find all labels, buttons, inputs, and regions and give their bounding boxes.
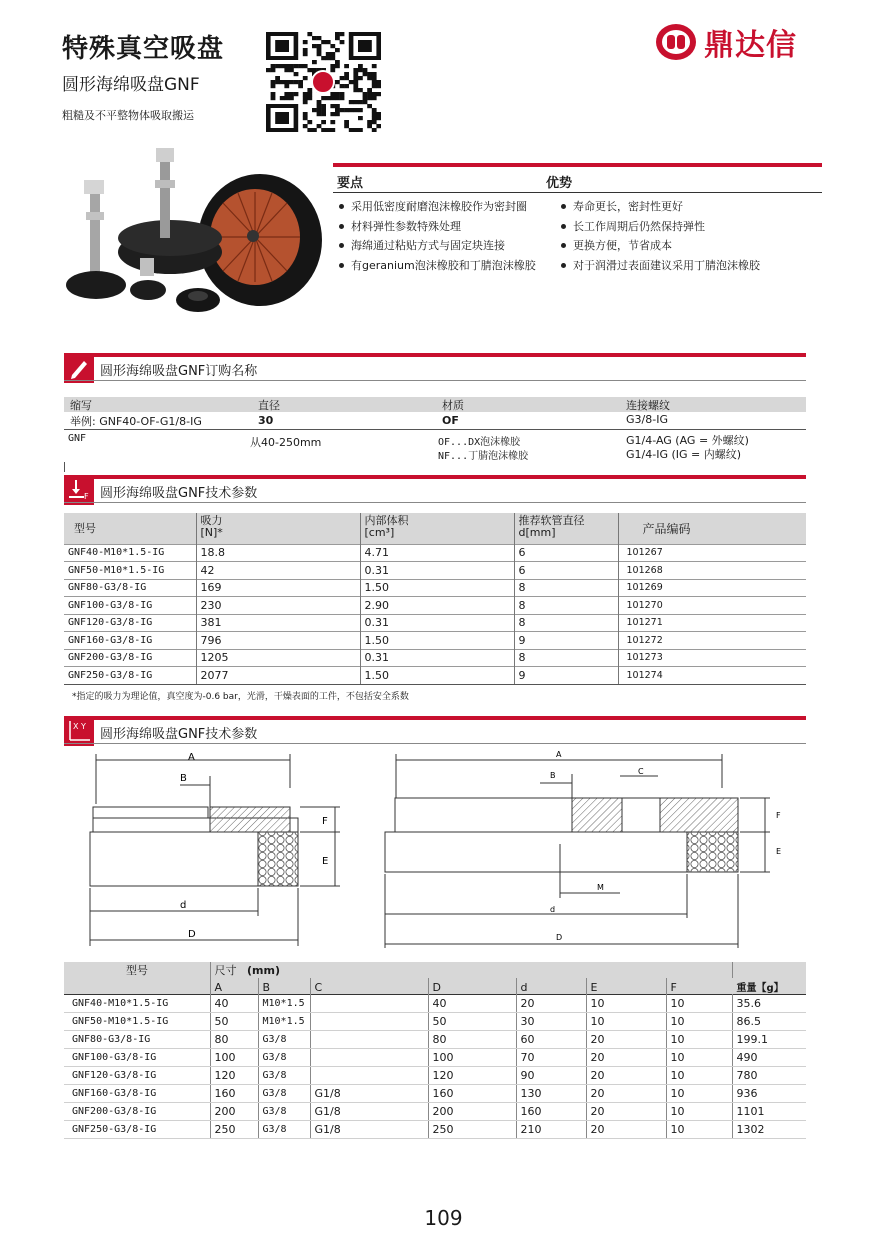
table-cell: 20 [516, 994, 586, 1012]
table-cell: 50 [210, 1012, 258, 1030]
qr-code [266, 32, 381, 132]
table-cell: 1.50 [360, 632, 514, 650]
dim-col-d: d [516, 978, 586, 994]
table-cell: 20 [586, 1066, 666, 1084]
dim-section-title: 圆形海绵吸盘GNF技术参数 [100, 727, 258, 742]
table-cell: 10 [666, 1048, 732, 1066]
table-cell: 80 [210, 1030, 258, 1048]
pencil-icon [64, 353, 94, 383]
feature-item: 海绵通过粘贴方式与固定块连接 [339, 237, 505, 253]
dim-col-size: 尺寸 (mm) [210, 962, 310, 978]
table-cell: 101267 [618, 544, 806, 562]
features-top-bar [333, 163, 822, 167]
dim-col-B: B [258, 978, 310, 994]
page-number: 109 [424, 1206, 463, 1230]
table-row [64, 1084, 806, 1102]
table-cell: 2077 [196, 667, 360, 685]
benefit-item: 对于润滑过表面建议采用丁腈泡沫橡胶 [561, 257, 760, 273]
table-cell: 30 [516, 1012, 586, 1030]
force-icon [64, 475, 94, 505]
order-material-2: NF...丁腈泡沫橡胶 [438, 451, 529, 462]
dim-col-model: 型号 [64, 962, 210, 994]
table-cell: 60 [516, 1030, 586, 1048]
table-cell: 1205 [196, 649, 360, 667]
page-tagline: 粗糙及不平整物体吸取搬运 [62, 109, 194, 122]
table-cell: 8 [514, 614, 618, 632]
table-cell: G1/8 [310, 1120, 428, 1138]
tech-col-force: 吸力 [N]* [196, 513, 360, 544]
table-cell: 8 [514, 579, 618, 597]
feature-item: 有geranium泡沫橡胶和丁腈泡沫橡胶 [339, 257, 536, 273]
order-col-abbr: 缩写 [70, 399, 92, 412]
order-thread-1: G1/4-AG (AG = 外螺纹) [626, 434, 749, 447]
table-row [64, 1066, 806, 1084]
order-header-row [64, 397, 806, 412]
order-example-thread: G3/8-IG [626, 413, 668, 426]
section-divider [64, 502, 806, 503]
feature-item: 采用低密度耐磨泡沫橡胶作为密封圈 [339, 198, 527, 214]
table-cell: 1.50 [360, 667, 514, 685]
order-thread-2: G1/4-IG (IG = 内螺纹) [626, 448, 742, 461]
order-section-title: 圆形海绵吸盘GNF订购名称 [100, 364, 258, 379]
table-cell: G3/8 [258, 1084, 310, 1102]
dim-col-A: A [210, 978, 258, 994]
table-cell: G1/8 [310, 1102, 428, 1120]
table-row [64, 597, 806, 615]
table-cell: 101272 [618, 632, 806, 650]
section-divider [64, 380, 806, 381]
brand-name: 鼎达信 [704, 28, 797, 63]
table-cell: 9 [514, 632, 618, 650]
table-cell: 20 [586, 1120, 666, 1138]
table-cell: 101274 [618, 667, 806, 685]
svg-text:E: E [322, 856, 329, 867]
table-row [64, 579, 806, 597]
svg-text:F: F [776, 811, 781, 820]
table-cell: 40 [428, 994, 516, 1012]
table-cell [310, 1066, 428, 1084]
page-subtitle: 圆形海绵吸盘GNF [62, 75, 200, 95]
table-row [64, 667, 806, 685]
order-abbr: GNF [68, 433, 87, 444]
brand-logo-icon [654, 22, 698, 62]
table-row [64, 1102, 806, 1120]
table-cell: G3/8 [258, 1048, 310, 1066]
table-cell: 8 [514, 649, 618, 667]
table-cell: G1/8 [310, 1084, 428, 1102]
table-cell: 200 [428, 1102, 516, 1120]
table-cell: M10*1.5 [258, 994, 310, 1012]
product-photo [60, 140, 325, 325]
order-col-material: 材质 [442, 399, 464, 412]
svg-text:d: d [550, 905, 556, 914]
dim-col-E: E [586, 978, 666, 994]
svg-text:D: D [556, 933, 563, 942]
svg-text:E: E [776, 847, 782, 856]
table-cell: 796 [196, 632, 360, 650]
order-divider [64, 429, 806, 430]
table-cell: 210 [516, 1120, 586, 1138]
table-cell: 936 [732, 1084, 806, 1102]
dimension-table [64, 962, 806, 1139]
table-cell: 10 [586, 1012, 666, 1030]
table-cell: G3/8 [258, 1066, 310, 1084]
dim-section-header [64, 716, 806, 742]
table-cell: 90 [516, 1066, 586, 1084]
table-cell: 50 [428, 1012, 516, 1030]
table-row [64, 632, 806, 650]
table-cell: GNF200-G3/8-IG [64, 649, 196, 667]
left-drawing [90, 754, 340, 946]
svg-text:F: F [322, 816, 328, 827]
features-divider [333, 192, 822, 193]
table-cell: 490 [732, 1048, 806, 1066]
table-cell: G3/8 [258, 1102, 310, 1120]
benefit-item: 长工作周期后仍然保持弹性 [561, 218, 705, 234]
table-cell: 101268 [618, 562, 806, 580]
table-cell: 0.31 [360, 562, 514, 580]
table-cell [310, 1048, 428, 1066]
table-cell: 1.50 [360, 579, 514, 597]
table-cell [310, 994, 428, 1012]
features-heading: 要点 [337, 176, 364, 191]
svg-text:B: B [180, 773, 187, 784]
benefits-heading: 优势 [546, 176, 573, 191]
table-cell: 381 [196, 614, 360, 632]
table-cell: 8 [514, 597, 618, 615]
table-cell [310, 1030, 428, 1048]
table-cell: GNF100-G3/8-IG [64, 597, 196, 615]
dim-col-weight: 重量【g】 [732, 962, 806, 994]
table-cell: 10 [666, 1102, 732, 1120]
tech-spec-table [64, 513, 806, 685]
table-cell: 20 [586, 1030, 666, 1048]
table-cell: 160 [210, 1084, 258, 1102]
table-row [64, 994, 806, 1012]
table-cell: 160 [516, 1102, 586, 1120]
table-cell: 100 [428, 1048, 516, 1066]
table-cell: 20 [586, 1048, 666, 1066]
table-cell: 2.90 [360, 597, 514, 615]
tech-col-volume: 内部体积 [cm³] [360, 513, 514, 544]
table-cell: 101271 [618, 614, 806, 632]
table-cell: 101269 [618, 579, 806, 597]
table-cell: 200 [210, 1102, 258, 1120]
svg-text:F: F [84, 492, 89, 501]
table-cell: GNF120-G3/8-IG [64, 614, 196, 632]
table-cell: GNF160-G3/8-IG [64, 1084, 210, 1102]
table-cell: 6 [514, 562, 618, 580]
table-cell: GNF200-G3/8-IG [64, 1102, 210, 1120]
table-cell: GNF120-G3/8-IG [64, 1066, 210, 1084]
table-cell: 0.31 [360, 614, 514, 632]
table-cell: GNF250-G3/8-IG [64, 667, 196, 685]
table-row [64, 1120, 806, 1138]
axes-icon [64, 716, 94, 746]
table-cell: 18.8 [196, 544, 360, 562]
tech-section-header [64, 475, 806, 501]
table-cell: 70 [516, 1048, 586, 1066]
table-row [64, 1012, 806, 1030]
right-drawing [385, 754, 770, 948]
order-col-diameter: 直径 [258, 399, 280, 412]
table-cell: 1101 [732, 1102, 806, 1120]
order-material-1: OF...DX泡沫橡胶 [438, 437, 521, 448]
table-cell: 20 [586, 1084, 666, 1102]
order-example-diameter: 30 [258, 414, 274, 427]
svg-text:A: A [188, 752, 195, 763]
table-cell: GNF40-M10*1.5-IG [64, 994, 210, 1012]
table-cell: 86.5 [732, 1012, 806, 1030]
table-cell: 250 [428, 1120, 516, 1138]
benefit-item: 更换方便，节省成本 [561, 237, 672, 253]
svg-text:B: B [550, 771, 556, 780]
table-cell: 80 [428, 1030, 516, 1048]
table-cell: 230 [196, 597, 360, 615]
tech-col-model: 型号 [64, 513, 196, 544]
table-cell: 120 [210, 1066, 258, 1084]
table-cell: 4.71 [360, 544, 514, 562]
svg-text:M: M [597, 883, 604, 892]
table-cell: 1302 [732, 1120, 806, 1138]
tech-footnote: *指定的吸力为理论值，真空度为-0.6 bar，光滑，干燥表面的工件，不包括安全系数 [72, 692, 409, 702]
table-cell: 101273 [618, 649, 806, 667]
table-cell: GNF100-G3/8-IG [64, 1048, 210, 1066]
table-cell: 100 [210, 1048, 258, 1066]
table-cell: GNF80-G3/8-IG [64, 1030, 210, 1048]
table-cell: 160 [428, 1084, 516, 1102]
table-cell: 250 [210, 1120, 258, 1138]
order-col-thread: 连接螺纹 [626, 399, 670, 412]
table-cell: G3/8 [258, 1030, 310, 1048]
table-row [64, 544, 806, 562]
table-cell: 10 [666, 1120, 732, 1138]
table-cell: 20 [586, 1102, 666, 1120]
page-title: 特殊真空吸盘 [62, 34, 225, 64]
table-cell: 780 [732, 1066, 806, 1084]
dim-col-D: D [428, 978, 516, 994]
table-row [64, 649, 806, 667]
order-table-edge [64, 462, 65, 472]
table-row [64, 1048, 806, 1066]
tech-col-code: 产品编码 [618, 513, 806, 544]
table-cell: 130 [516, 1084, 586, 1102]
order-diameter-range: 从40-250mm [250, 436, 322, 449]
table-cell: 169 [196, 579, 360, 597]
table-cell: 10 [666, 1066, 732, 1084]
table-cell: GNF50-M10*1.5-IG [64, 1012, 210, 1030]
table-cell: 42 [196, 562, 360, 580]
table-row [64, 614, 806, 632]
svg-text:X Y: X Y [73, 722, 86, 731]
table-cell: GNF160-G3/8-IG [64, 632, 196, 650]
table-cell: 10 [666, 1012, 732, 1030]
table-cell: 6 [514, 544, 618, 562]
brand-logo [654, 20, 797, 64]
dim-col-F: F [666, 978, 732, 994]
order-example-label: 举例: GNF40-OF-G1/8-IG [70, 415, 202, 428]
table-cell: 10 [586, 994, 666, 1012]
svg-text:C: C [638, 767, 644, 776]
tech-section-title: 圆形海绵吸盘GNF技术参数 [100, 486, 258, 501]
table-cell: 199.1 [732, 1030, 806, 1048]
order-example-material: OF [442, 414, 459, 427]
feature-item: 材料弹性参数特殊处理 [339, 218, 461, 234]
dim-col-C: C [310, 978, 428, 994]
table-cell: M10*1.5 [258, 1012, 310, 1030]
table-cell: GNF50-M10*1.5-IG [64, 562, 196, 580]
section-divider [64, 743, 806, 744]
svg-text:d: d [180, 900, 187, 911]
order-section-header [64, 353, 806, 379]
table-cell: 9 [514, 667, 618, 685]
svg-text:D: D [188, 929, 196, 940]
table-row [64, 1030, 806, 1048]
table-cell: 40 [210, 994, 258, 1012]
dimension-drawings [60, 748, 830, 953]
table-row [64, 562, 806, 580]
table-cell: GNF40-M10*1.5-IG [64, 544, 196, 562]
benefit-item: 寿命更长，密封性更好 [561, 198, 683, 214]
table-cell: 10 [666, 994, 732, 1012]
svg-text:A: A [556, 750, 562, 759]
table-cell: 10 [666, 1030, 732, 1048]
table-cell: 10 [666, 1084, 732, 1102]
table-cell: G3/8 [258, 1120, 310, 1138]
table-cell: GNF80-G3/8-IG [64, 579, 196, 597]
table-cell: 101270 [618, 597, 806, 615]
table-cell: 0.31 [360, 649, 514, 667]
table-cell: GNF250-G3/8-IG [64, 1120, 210, 1138]
table-cell: 35.6 [732, 994, 806, 1012]
tech-col-hose: 推荐软管直径 d[mm] [514, 513, 618, 544]
table-cell: 120 [428, 1066, 516, 1084]
table-cell [310, 1012, 428, 1030]
